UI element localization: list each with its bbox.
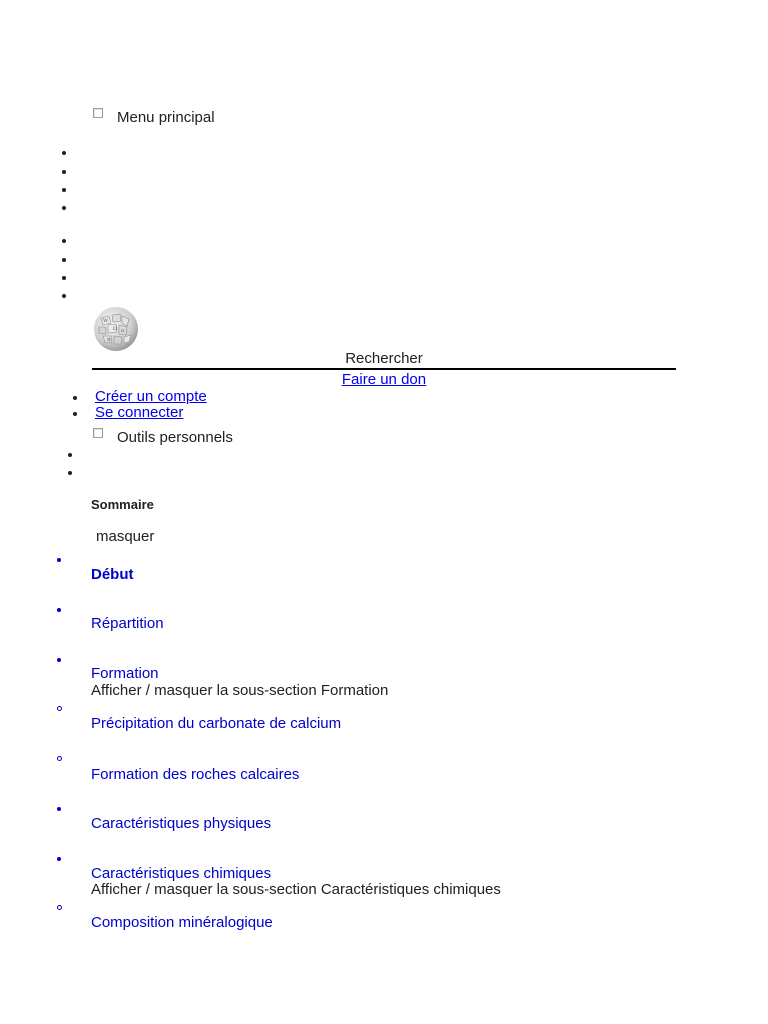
toc-bullet xyxy=(57,857,61,861)
list-item xyxy=(62,294,66,298)
list-item xyxy=(62,170,66,174)
list-item xyxy=(73,396,77,400)
toc-bullet xyxy=(57,608,61,612)
toc-item-debut[interactable] xyxy=(91,566,134,584)
personal-tools-label[interactable]: Outils personnels xyxy=(117,429,233,446)
login-link[interactable]: Se connecter xyxy=(95,404,184,421)
donate-link[interactable]: Faire un don xyxy=(341,371,427,388)
toc-item-label[interactable]: Caractéristiques physiques xyxy=(91,815,272,832)
toc-toggle-chimiques[interactable]: Afficher / masquer la sous-section Caractéristiques chimiques xyxy=(91,881,501,898)
list-item xyxy=(68,453,72,457)
toc-bullet xyxy=(57,558,61,562)
search-underline xyxy=(92,368,676,370)
list-item xyxy=(73,412,77,416)
toc-toggle-formation[interactable]: Afficher / masquer la sous-section Formation xyxy=(91,682,389,699)
create-account-link[interactable]: Créer un compte xyxy=(95,388,207,405)
toc-sub-bullet xyxy=(57,756,62,761)
list-item xyxy=(62,276,66,280)
personal-tools-checkbox[interactable] xyxy=(93,428,103,438)
wikipedia-globe-icon xyxy=(91,306,141,352)
list-item xyxy=(68,471,72,475)
toc-item-label[interactable]: Précipitation du carbonate de calcium xyxy=(91,715,342,732)
list-item xyxy=(62,206,66,210)
toc-item-label[interactable]: Répartition xyxy=(91,615,164,632)
toc-item-repartition[interactable] xyxy=(91,615,164,633)
list-item xyxy=(62,258,66,262)
main-menu-checkbox[interactable] xyxy=(93,108,103,118)
toc-item-formation[interactable] xyxy=(91,665,159,683)
toc-bullet xyxy=(57,658,61,662)
list-item xyxy=(62,239,66,243)
list-item xyxy=(62,188,66,192)
toc-item-label[interactable]: Composition minéralogique xyxy=(91,914,273,931)
main-menu-label[interactable]: Menu principal xyxy=(117,109,215,126)
toc-hide-toggle[interactable]: masquer xyxy=(96,528,155,545)
svg-text:И: И xyxy=(121,328,125,333)
svg-text:維: 維 xyxy=(107,337,111,342)
toc-item-label[interactable]: Formation xyxy=(91,665,159,682)
toc-title: Sommaire xyxy=(91,497,154,512)
toc-item-label[interactable]: Caractéristiques chimiques xyxy=(91,865,272,882)
donate-link-wrap xyxy=(92,371,676,389)
svg-text:Ω: Ω xyxy=(113,326,118,332)
toc-item-precipitation[interactable] xyxy=(91,715,341,733)
toc-sub-bullet xyxy=(57,706,62,711)
toc-item-physiques[interactable] xyxy=(91,815,271,833)
toc-item-label[interactable]: Début xyxy=(91,566,134,583)
search-label[interactable]: Rechercher xyxy=(345,350,423,367)
login-wrap xyxy=(95,404,183,422)
toc-bullet xyxy=(57,807,61,811)
toc-sub-bullet xyxy=(57,905,62,910)
svg-text:W: W xyxy=(103,318,109,324)
toc-item-label[interactable]: Formation des roches calcaires xyxy=(91,766,300,783)
toc-item-roches-calcaires[interactable] xyxy=(91,766,299,784)
wikipedia-logo[interactable] xyxy=(91,306,141,352)
list-item xyxy=(62,151,66,155)
toc-item-mineralogique[interactable] xyxy=(91,914,273,932)
